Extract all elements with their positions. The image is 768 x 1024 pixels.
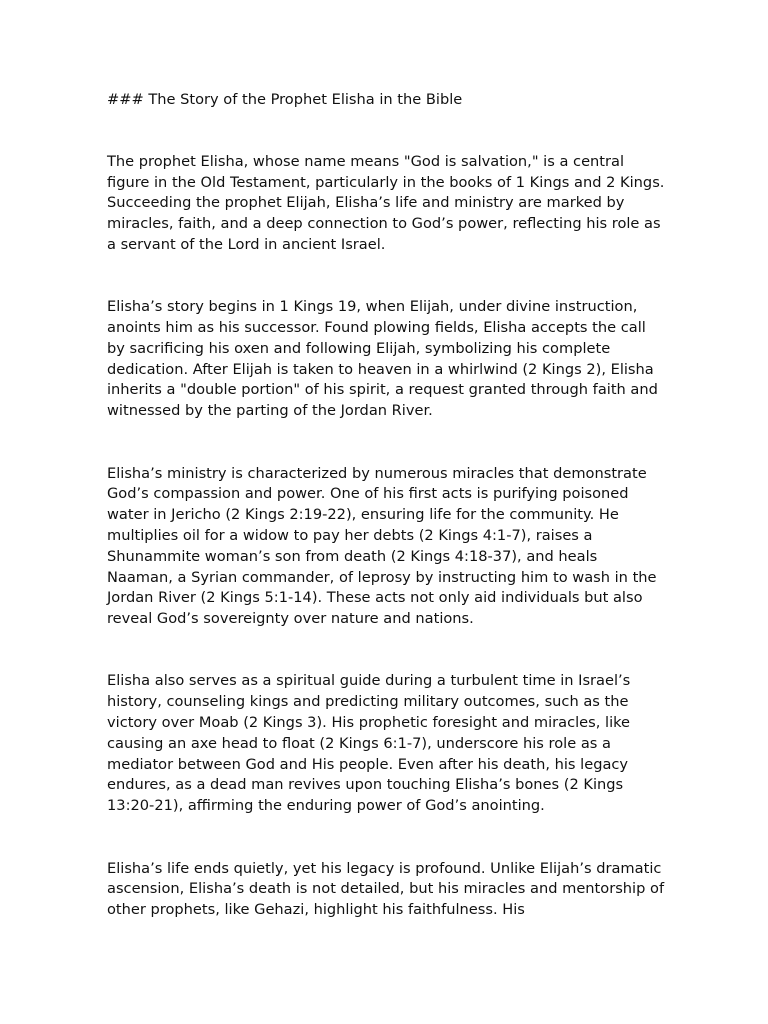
paragraph-miracles: Elisha’s ministry is characterized by numerous miracles that demonstrate God’s compassion and power. One of his first acts is purifying poisoned water in Jericho (2 Kings 2:19-22), ensuring life for the community. He multiplies oil for a widow to pay her debts (2 Kings 4:1-7), raises a Shunammite woman’s son from death (2 Kings 4:18-37), and heals Naaman, a Syrian commander, of leprosy by instructing him to wash in the Jordan River (2 Kings 5:1-14). These acts not only aid individuals but also reveal God’s sovereignty over nature and nations. xyxy=(107,464,657,628)
paragraph-intro: The prophet Elisha, whose name means "God is salvation," is a central figure in the Old Testament, particularly in the books of 1 Kings and 2 Kings. Succeeding the prophet Elijah, Elisha’s life and ministry are marked by miracles, faith, and a deep connection to God’s power, reflecting his role as a servant of the Lord in ancient Israel. xyxy=(107,152,665,253)
document-heading: ### The Story of the Prophet Elisha in the Bible xyxy=(107,91,463,108)
document-page xyxy=(107,90,667,962)
paragraph-guide: Elisha also serves as a spiritual guide during a turbulent time in Israel’s history, counseling kings and predicting military outcomes, such as the victory over Moab (2 Kings 3). His prophetic foresight and miracles, like causing an axe head to float (2 Kings 6:1-7), underscore his role as a mediator between God and His people. Even after his death, his legacy endures, as a dead man revives upon touching Elisha’s bones (2 Kings 13:20-21), affirming the enduring power of God’s anointing. xyxy=(107,672,631,815)
paragraph-calling: Elisha’s story begins in 1 Kings 19, when Elijah, under divine instruction, anoints him as his successor. Found plowing fields, Elisha accepts the call by sacrificing his oxen and following Elijah, symbolizing his complete dedication. After Elijah is taken to heaven in a whirlwind (2 Kings 2), Elisha inherits a "double portion" of his spirit, a request granted through faith and witnessed by the parting of the Jordan River. xyxy=(107,298,658,420)
paragraph-legacy: Elisha’s life ends quietly, yet his legacy is profound. Unlike Elijah’s dramatic ascension, Elisha’s death is not detailed, but his miracles and mentorship of other prophets, like Gehazi, highlight his faithfulness. His xyxy=(107,859,665,919)
